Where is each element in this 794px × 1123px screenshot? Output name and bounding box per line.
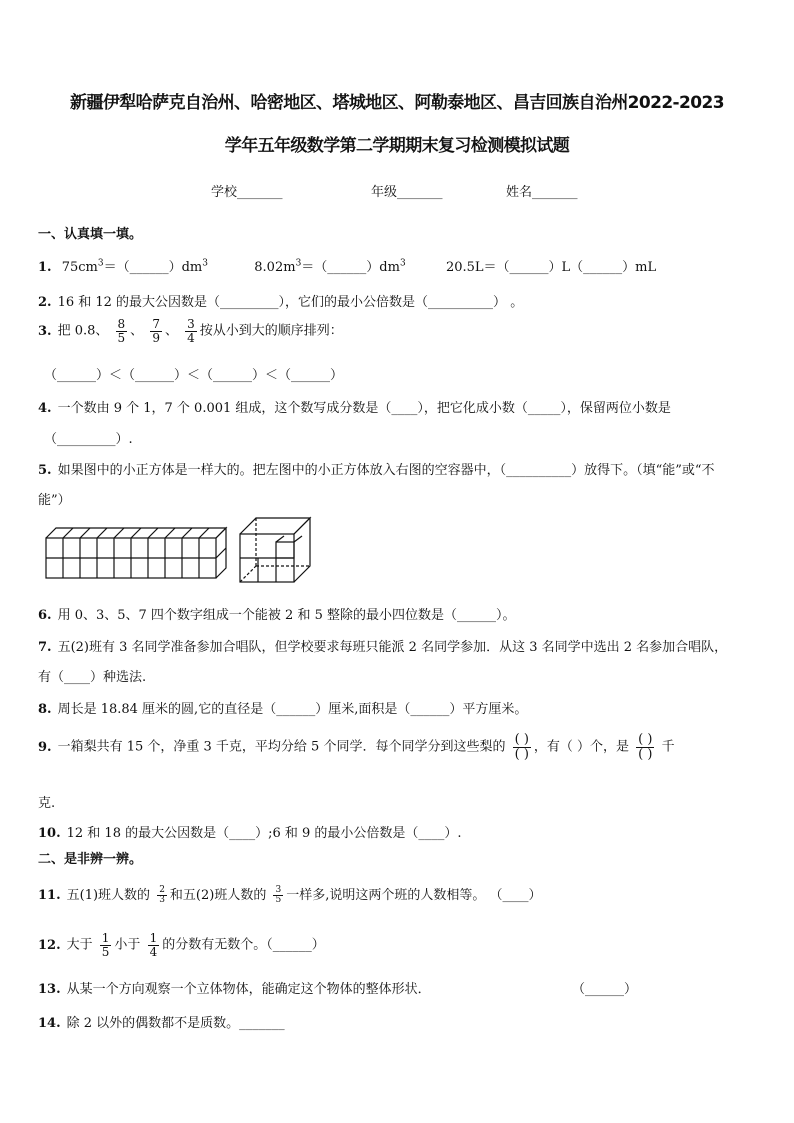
question-3-answer-line: （______）＜（______）＜（______）＜（______） (44, 368, 344, 383)
name-field: 姓名_______ (506, 185, 578, 200)
question-4: 4. 一个数由 9 个 1，7 个 0.001 组成，这个数写成分数是（____），把它化成小数（_____），保留两位小数是 (38, 401, 671, 416)
question-5: 5. 如果图中的小正方体是一样大的。把左图中的小正方体放入右图的空容器中，（__________）放得下。（填“能”或“不 (38, 463, 715, 478)
question-6: 6. 用 0、3、5、7 四个数字组成一个能被 2 和 5 整除的最小四位数是（______）。 (38, 608, 516, 623)
small-cubes-block (46, 528, 226, 578)
question-9: 9. 一箱梨共有 15 个，净重 3 千克，平均分给 5 个同学．每个同学分到这些梨的 $\frac{( )}{( )}$ ，有（ ）个，是 $\frac{( )}{( )}$ 千 (38, 732, 675, 762)
fraction: $\frac{2}{3}$ (159, 884, 165, 905)
fraction: $\frac{8}{5}$ (117, 317, 126, 345)
question-number: 7. (38, 640, 52, 655)
question-3: 3. 把 0.8、 $\frac{8}{5}$ 、 $\frac{7}{9}$ 、 $\frac{3}{4}$ 按从小到大的顺序排列： (38, 317, 343, 345)
question-number: 9. (38, 739, 52, 755)
question-number: 2. (38, 295, 52, 310)
grade-field: 年级_______ (371, 185, 443, 200)
exam-title-line1: 新疆伊犁哈萨克自治州、哈密地区、塔城地区、阿勒泰地区、昌吉回族自治州2022-2023 (70, 93, 724, 113)
blank-fraction: $\frac{( )}{( )}$ (638, 732, 653, 762)
question-5-line2: 能”） (38, 493, 71, 508)
question-number: 3. (38, 323, 52, 339)
question-4-line2: （_________）. (44, 432, 133, 447)
question-number: 14. (38, 1016, 61, 1031)
exam-title-line2: 学年五年级数学第二学期期末复习检测模拟试题 (224, 136, 570, 156)
question-number: 10. (38, 826, 61, 841)
section-heading-fill: 一、认真填一填。 (38, 227, 143, 242)
empty-container (240, 518, 310, 582)
school-field: 学校_______ (211, 185, 283, 200)
question-12: 12. 大于 $\frac{1}{5}$ 小于 $\frac{1}{4}$ 的分数有无数个。（______） (38, 931, 325, 959)
blank-fraction: $\frac{( )}{( )}$ (514, 732, 529, 762)
fraction: $\frac{1}{4}$ (149, 931, 158, 959)
question-13-blank: （______） (572, 982, 638, 997)
question-8: 8. 周长是 18.84 厘米的圆,它的直径是（______）厘米,面积是（______）平方厘米。 (38, 702, 528, 717)
question-number: 5. (38, 463, 52, 478)
question-1: 1. $75cm^3=(\_\_\_\_\_\_)dm^3$ $8.02m^3=(\_\_\_\_\_\_)dm^3$ 20.5L＝（______）L（______）mL (38, 258, 657, 275)
question-number: 11. (38, 888, 61, 903)
question-number: 12. (38, 937, 61, 953)
question-7: 7. 五(2)班有 3 名同学准备参加合唱队，但学校要求每班只能派 2 名同学参加．从这 3 名同学中选出 2 名参加合唱队， (38, 640, 728, 655)
question-number: 6. (38, 608, 52, 623)
question-number: 8. (38, 702, 52, 717)
fraction: $\frac{3}{5}$ (275, 884, 282, 905)
fraction: $\frac{7}{9}$ (152, 317, 160, 345)
fraction: $\frac{3}{4}$ (187, 317, 195, 345)
section-heading-judge: 二、是非辨一辨。 (38, 852, 143, 867)
question-10: 10. 12 和 18 的最大公因数是（____）;6 和 9 的最小公倍数是（____）. (38, 826, 462, 841)
cube-figure (44, 512, 314, 590)
question-number: 1. (38, 260, 52, 275)
question-2: 2. 16 和 12 的最大公因数是（_________），它们的最小公倍数是（__________） 。 (38, 295, 524, 310)
fraction: $\frac{1}{5}$ (101, 931, 110, 959)
question-14: 14. 除 2 以外的偶数都不是质数。_______ (38, 1016, 285, 1031)
question-13: 13. 从某一个方向观察一个立体物体，能确定这个物体的整体形状． (38, 982, 431, 997)
question-number: 4. (38, 401, 52, 416)
question-7-line2: 有（____）种选法. (38, 670, 147, 685)
question-11: 11. 五(1)班人数的 $\frac{2}{3}$ 和五(2)班人数的 $\frac{3}{5}$ 一样多,说明这两个班的人数相等。 （____） (38, 884, 542, 905)
question-number: 13. (38, 982, 61, 997)
question-9-line2: 克. (38, 796, 56, 811)
